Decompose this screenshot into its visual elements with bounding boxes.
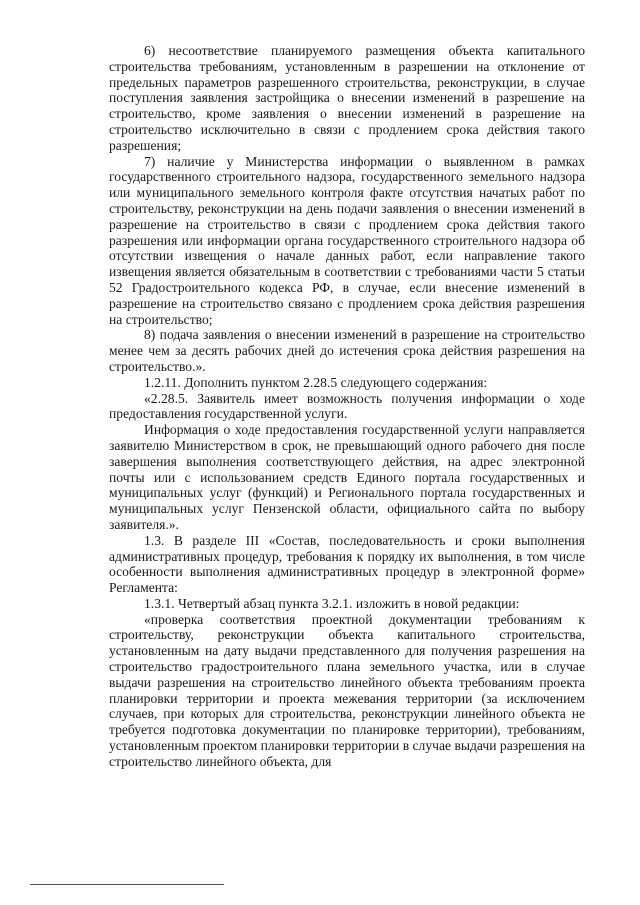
- paragraph-1-3-1: 1.3.1. Четвертый абзац пункта 3.2.1. изложить в новой редакции:: [144, 595, 520, 611]
- footnote-divider: [30, 884, 224, 885]
- paragraph-1-2-11: 1.2.11. Дополнить пунктом 2.28.5 следующего содержания:: [144, 374, 488, 390]
- paragraph-item-7: 7) наличие у Министерства информации о выявленном в рамках государственного строительного надзора, государственного земельного надзора или муниципального земельного контроля факте отсутствия начатых работ по строительству, реконструкции на день подачи заявления о внесении изменений в разрешение на строительство в связи с продлением срока действия такого разрешения или информации органа государственного строительного надзора об отсутствии извещения о начале данных работ, если направление такого извещения является обязательным в соответствии с требованиями части 5 статьи 52 Градостроительного кодекса РФ, в случае, если внесение изменений в разрешение на строительство связано с продлением срока действия разрешения на строительство;: [109, 153, 585, 327]
- paragraph-2-28-5: «2.28.5. Заявитель имеет возможность получения информации о ходе предоставления государственной услуги.: [109, 390, 585, 422]
- paragraph-quoted-amendment: «проверка соответствия проектной документации требованиям к строительству, реконструкции объекта капитального строительства, установленным на дату выдачи представленного для получения разрешения на строительство градостроительного плана земельного участка, или в случае выдачи разрешения на строительство линейного объекта требованиям проекта планировки территории и проекта межевания территории (за исключением случаев, при которых для строительства, реконструкции линейного объекта не требуется подготовка документации по планировке территории), требованиям, установленным проектом планировки территории в случае выдачи разрешения на строительство линейного объекта, для: [109, 611, 585, 769]
- paragraph-item-6: 6) несоответствие планируемого размещения объекта капитального строительства требованиям, установленным в разрешении на отклонение от предельных параметров разрешенного строительства, реконструкции, в случае поступления заявления застройщика о внесении изменений в разрешение на строительство, кроме заявления о внесении изменений в разрешение на строительство исключительно в связи с продлением срока действия такого разрешения;: [109, 43, 585, 153]
- document-body: [109, 43, 585, 770]
- paragraph-information: Информация о ходе предоставления государственной услуги направляется заявителю Министерством в срок, не превышающий одного рабочего дня после завершения выполнения соответствующего действия, на адрес электронной почты или с использованием средств Единого портала государственных и муниципальных услуг (функций) и Регионального портала государственных и муниципальных услуг Пензенской области, официального сайта по выбору заявителя.».: [109, 422, 585, 532]
- paragraph-item-8: 8) подача заявления о внесении изменений в разрешение на строительство менее чем за десять рабочих дней до истечения срока действия разрешения на строительство.».: [109, 327, 585, 374]
- paragraph-1-3: 1.3. В разделе III «Состав, последовательность и сроки выполнения административных процедур, требования к порядку их выполнения, в том числе особенности выполнения административных процедур в электронной форме» Регламента:: [109, 532, 585, 596]
